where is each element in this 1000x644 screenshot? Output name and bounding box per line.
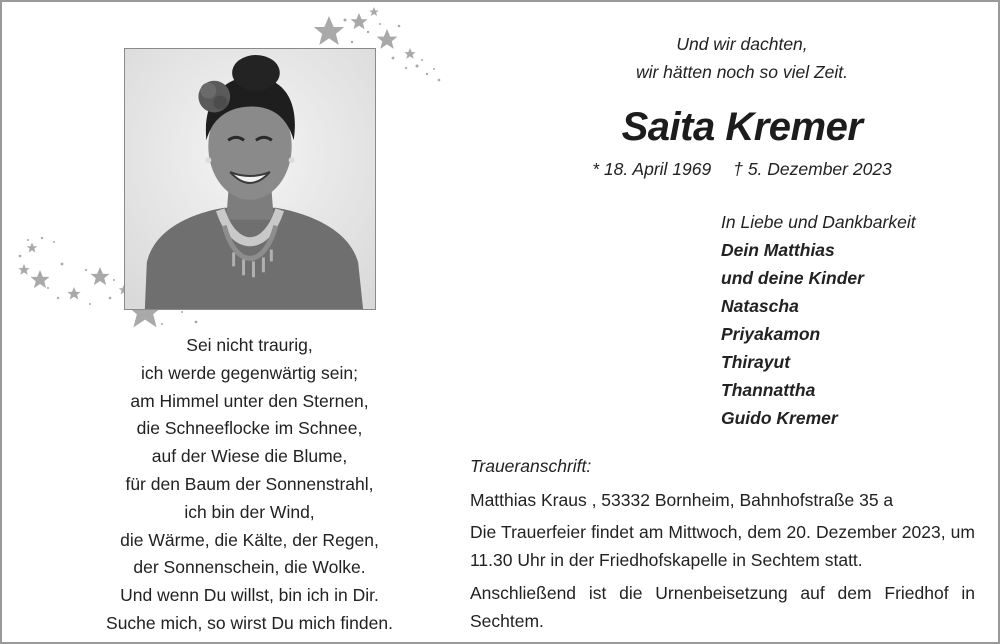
- poem-line: Sei nicht traurig,: [186, 335, 313, 355]
- family-member: Thannattha: [721, 380, 816, 400]
- funeral-details: Die Trauerfeier findet am Mittwoch, dem 20. Dezember 2023, um 11.30 Uhr in der Friedhofskapelle in Sechtem statt.: [470, 522, 975, 570]
- portrait-photo: [124, 48, 376, 310]
- family-member: Guido Kremer: [721, 408, 838, 428]
- poem-line: Und wenn Du willst, bin ich in Dir.: [120, 585, 379, 606]
- poem-line: der Sonnenschein, die Wolke.: [133, 557, 366, 578]
- mourning-address: Matthias Kraus , 53332 Bornheim, Bahnhofstraße 35 a: [470, 490, 894, 510]
- quote-line-1: Und wir dachten,: [676, 34, 808, 54]
- family-member: und deine Kinder: [721, 268, 864, 288]
- family-list: [721, 208, 916, 432]
- poem-line: auf der Wiese die Blume,: [151, 446, 348, 467]
- address-label: Traueranschrift:: [470, 456, 592, 476]
- birth-date: * 18. April 1969: [592, 159, 712, 179]
- opening-quote: [562, 30, 922, 86]
- life-dates: [522, 159, 962, 180]
- family-member: Priyakamon: [721, 324, 821, 344]
- poem-line: die Schneeflocke im Schnee,: [136, 418, 363, 439]
- family-intro: In Liebe und Dankbarkeit: [721, 212, 916, 232]
- poem-line: Suche mich, so wirst Du mich finden.: [106, 612, 393, 633]
- family-member: Thirayut: [721, 352, 791, 372]
- quote-line-2: wir hätten noch so viel Zeit.: [635, 62, 849, 82]
- poem-line: ich bin der Wind,: [184, 501, 315, 522]
- death-date: † 5. Dezember 2023: [733, 159, 892, 179]
- poem-line: für den Baum der Sonnenstrahl,: [125, 473, 374, 494]
- poem: [62, 332, 437, 638]
- deceased-name: Saita Kremer: [621, 105, 863, 149]
- poem-line: die Wärme, die Kälte, der Regen,: [120, 529, 379, 550]
- poem-line: ich werde gegenwärtig sein;: [141, 362, 358, 383]
- urn-burial-details: Anschließend ist die Urnenbeisetzung auf dem Friedhof in Sechtem.: [470, 583, 975, 631]
- family-member: Dein Matthias: [721, 240, 835, 260]
- poem-line: am Himmel unter den Sternen,: [130, 390, 369, 411]
- family-member: Natascha: [721, 296, 799, 316]
